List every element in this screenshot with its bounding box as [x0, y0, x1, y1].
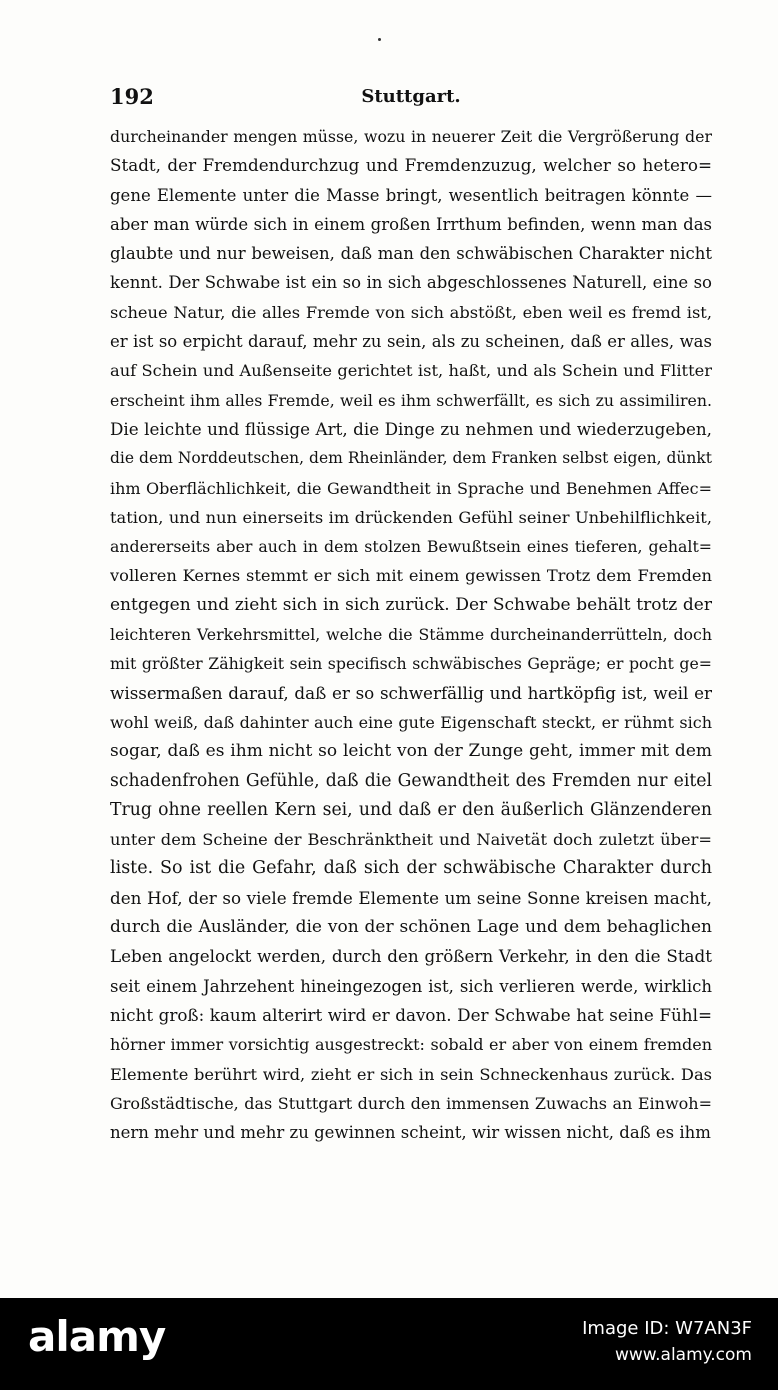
text-line: unter dem Scheine der Beschränktheit und Naivetät doch zuletzt über=: [110, 830, 712, 850]
footer-url: www.alamy.com: [614, 1345, 752, 1365]
text-line: durcheinander mengen müsse, wozu in neuerer Zeit die Vergrößerung der: [110, 127, 712, 146]
text-line: Großstädtische, das Stuttgart durch den immensen Zuwachs an Einwoh=: [110, 1093, 712, 1113]
watermark-footer: [0, 1298, 778, 1390]
text-line: nicht groß: kaum alterirt wird er davon. Der Schwabe hat seine Fühl=: [110, 1004, 712, 1025]
text-line: leichteren Verkehrsmittel, welche die Stämme durcheinanderrütteln, doch: [110, 625, 712, 645]
brand-logo: alamy: [28, 1312, 166, 1361]
speck-mark: [378, 38, 381, 41]
text-line: Die leichte und flüssige Art, die Dinge zu nehmen und wiederzugeben,: [110, 418, 712, 439]
text-line: wissermaßen darauf, daß er so schwerfällig und hartköpfig ist, weil er: [110, 682, 712, 703]
text-line: volleren Kernes stemmt er sich mit einem gewissen Trotz dem Fremden: [110, 566, 712, 586]
text-line: den Hof, der so viele fremde Elemente um seine Sonne kreisen macht,: [110, 887, 712, 908]
text-line: durch die Ausländer, die von der schönen Lage und dem behaglichen: [110, 917, 712, 938]
page-number: 192: [110, 84, 154, 109]
text-line: Elemente berührt wird, zieht er sich in sein Schneckenhaus zurück. Das: [110, 1064, 712, 1084]
image-id-block: [582, 1316, 752, 1368]
text-line: seit einem Jahrzehent hineingezogen ist, sich verlieren werde, wirklich: [110, 976, 712, 996]
text-line: die dem Norddeutschen, dem Rheinländer, dem Franken selbst eigen, dünkt: [110, 449, 712, 468]
text-line: kennt. Der Schwabe ist ein so in sich abgeschlossenes Naturell, eine so: [110, 273, 712, 293]
text-line: ihm Oberflächlichkeit, die Gewandtheit in Sprache und Benehmen Affec=: [110, 478, 712, 498]
body-text: [110, 122, 712, 1147]
text-line: entgegen und zieht sich in sich zurück. Der Schwabe behält trotz der: [110, 594, 712, 615]
running-title: Stuttgart.: [361, 86, 461, 107]
text-line: andererseits aber auch in dem stolzen Bewußtsein eines tieferen, gehalt=: [110, 537, 712, 557]
text-line: auf Schein und Außenseite gerichtet ist, haßt, und als Schein und Flitter: [110, 361, 712, 381]
text-line: Stadt, der Fremdendurchzug und Fremdenzuzug, welcher so hetero=: [110, 155, 712, 176]
text-line: aber man würde sich in einem großen Irrthum befinden, wenn man das: [110, 214, 712, 234]
text-line: schadenfrohen Gefühle, daß die Gewandtheit des Fremden nur eitel: [110, 770, 712, 791]
text-line: wohl weiß, daß dahinter auch eine gute Eigenschaft steckt, er rühmt sich: [110, 712, 712, 732]
page-header: [110, 84, 712, 114]
text-line: hörner immer vorsichtig ausgestreckt: sobald er aber von einem fremden: [110, 1035, 712, 1055]
text-line: mit größter Zähigkeit sein specifisch schwäbisches Gepräge; er pocht ge=: [110, 654, 712, 674]
text-line: sogar, daß es ihm nicht so leicht von der Zunge geht, immer mit dem: [110, 741, 712, 762]
text-line: glaubte und nur beweisen, daß man den schwäbischen Charakter nicht: [110, 244, 712, 264]
text-line: liste. So ist die Gefahr, daß sich der schwäbische Charakter durch: [110, 858, 712, 879]
text-line: er ist so erpicht darauf, mehr zu sein, als zu scheinen, daß er alles, was: [110, 332, 712, 352]
text-line: nern mehr und mehr zu gewinnen scheint, wir wissen nicht, daß es ihm: [110, 1123, 711, 1143]
text-line: tation, und nun einerseits im drückenden Gefühl seiner Unbehilflichkeit,: [110, 507, 712, 527]
image-id-label: Image ID: W7AN3F: [582, 1318, 752, 1339]
text-line: scheue Natur, die alles Fremde von sich abstößt, eben weil es fremd ist,: [110, 302, 712, 322]
text-line: Trug ohne reellen Kern sei, und daß er den äußerlich Glänzenderen: [110, 799, 712, 820]
text-line: gene Elemente unter die Masse bringt, wesentlich beitragen könnte —: [110, 185, 712, 205]
text-line: Leben angelockt werden, durch den größern Verkehr, in den die Stadt: [110, 946, 712, 967]
text-line: erscheint ihm alles Fremde, weil es ihm schwerfällt, es sich zu assimiliren.: [110, 390, 712, 410]
